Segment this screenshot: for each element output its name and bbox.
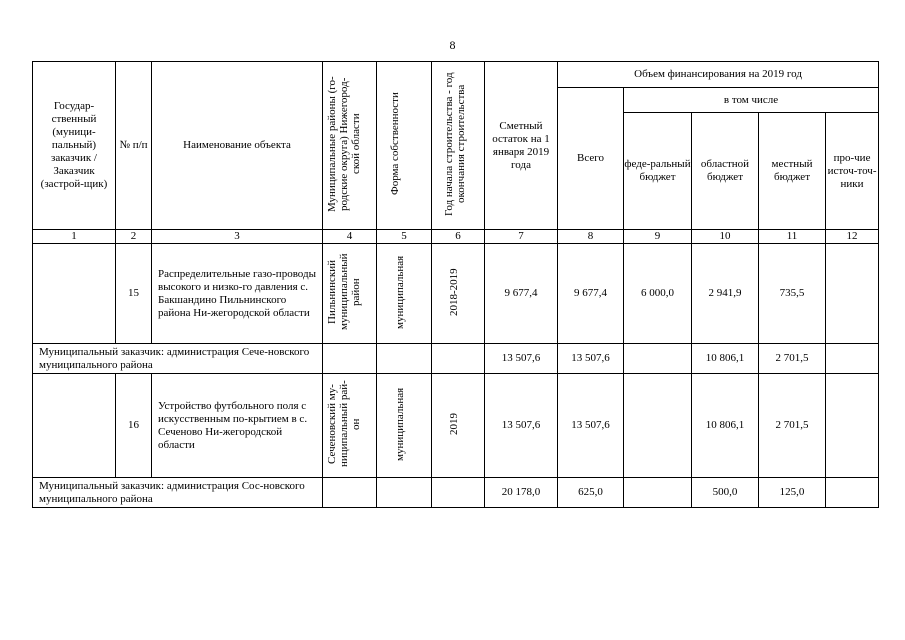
- federal-value: 6 000,0: [624, 244, 692, 344]
- column-number: 2: [116, 230, 152, 244]
- empty-cell: [432, 478, 485, 508]
- regional-value: 10 806,1: [692, 344, 759, 374]
- ownership-cell: муниципальная: [377, 374, 432, 478]
- district-cell: Пильнинский муниципальный район: [323, 244, 377, 344]
- header-customer: Государ-ственный (муници-пальный) заказчик / Заказчик (застрой-щик): [33, 62, 116, 230]
- empty-cell: [377, 478, 432, 508]
- total-value: 13 507,6: [558, 374, 624, 478]
- federal-value: [624, 344, 692, 374]
- column-number: 6: [432, 230, 485, 244]
- header-including: в том числе: [624, 88, 879, 113]
- column-number: 4: [323, 230, 377, 244]
- column-number: 11: [759, 230, 826, 244]
- column-number: 9: [624, 230, 692, 244]
- other-value: [826, 374, 879, 478]
- other-value: [826, 244, 879, 344]
- column-number: 10: [692, 230, 759, 244]
- header-object-name: Наименование объекта: [152, 62, 323, 230]
- other-value: [826, 344, 879, 374]
- column-number: 1: [33, 230, 116, 244]
- header-regional: областной бюджет: [692, 113, 759, 230]
- customer-row: [33, 344, 879, 374]
- row-number: 16: [116, 374, 152, 478]
- remainder-value: 20 178,0: [485, 478, 558, 508]
- header-number: № п/п: [116, 62, 152, 230]
- object-name: Распределительные газо-проводы высокого и низко-го давления с. Бакшандино Пильнинского района Ни-жегородской области: [152, 244, 323, 344]
- customer-row: [33, 478, 879, 508]
- empty-cell: [432, 344, 485, 374]
- header-years: Год начала строительства - год окончания строительства: [432, 62, 485, 230]
- header-ownership: Форма собственности: [377, 62, 432, 230]
- municipal-customer: Муниципальный заказчик: администрация Сос-новского муниципального района: [33, 478, 323, 508]
- local-value: 125,0: [759, 478, 826, 508]
- years-cell: 2019: [432, 374, 485, 478]
- years-cell: 2018-2019: [432, 244, 485, 344]
- empty-cell: [377, 344, 432, 374]
- column-number: 5: [377, 230, 432, 244]
- local-value: 735,5: [759, 244, 826, 344]
- total-value: 625,0: [558, 478, 624, 508]
- header-remainder: Сметный остаток на 1 января 2019 года: [485, 62, 558, 230]
- header-federal: феде-ральный бюджет: [624, 113, 692, 230]
- table-row: [33, 374, 879, 478]
- remainder-value: 13 507,6: [485, 344, 558, 374]
- header-other: про-чие источ-точ-ники: [826, 113, 879, 230]
- page-number: 8: [449, 38, 456, 52]
- total-value: 13 507,6: [558, 344, 624, 374]
- object-name: Устройство футбольного поля с искусственным по-крытием в с. Сеченово Ни-жегородской области: [152, 374, 323, 478]
- federal-value: [624, 374, 692, 478]
- local-value: 2 701,5: [759, 344, 826, 374]
- header-local: местный бюджет: [759, 113, 826, 230]
- federal-value: [624, 478, 692, 508]
- column-number: 7: [485, 230, 558, 244]
- empty-cell: [323, 478, 377, 508]
- remainder-value: 13 507,6: [485, 374, 558, 478]
- district-cell: Сеченовский му-ниципальный рай-он: [323, 374, 377, 478]
- remainder-value: 9 677,4: [485, 244, 558, 344]
- column-number: 12: [826, 230, 879, 244]
- regional-value: 10 806,1: [692, 374, 759, 478]
- column-number: 3: [152, 230, 323, 244]
- column-number-row: [33, 230, 879, 244]
- regional-value: 500,0: [692, 478, 759, 508]
- other-value: [826, 478, 879, 508]
- empty-cell: [323, 344, 377, 374]
- header-funding: Объем финансирования на 2019 год: [558, 62, 879, 88]
- header-total: Всего: [558, 88, 624, 230]
- regional-value: 2 941,9: [692, 244, 759, 344]
- table-row: [33, 244, 879, 344]
- funding-table: [32, 61, 879, 508]
- column-number: 8: [558, 230, 624, 244]
- local-value: 2 701,5: [759, 374, 826, 478]
- municipal-customer: Муниципальный заказчик: администрация Сече-новского муниципального района: [33, 344, 323, 374]
- header-districts: Муниципальные районы (го-родские округа) Нижегород-ской области: [323, 62, 377, 230]
- total-value: 9 677,4: [558, 244, 624, 344]
- customer-cell: [33, 244, 116, 344]
- row-number: 15: [116, 244, 152, 344]
- ownership-cell: муниципальная: [377, 244, 432, 344]
- customer-cell: [33, 374, 116, 478]
